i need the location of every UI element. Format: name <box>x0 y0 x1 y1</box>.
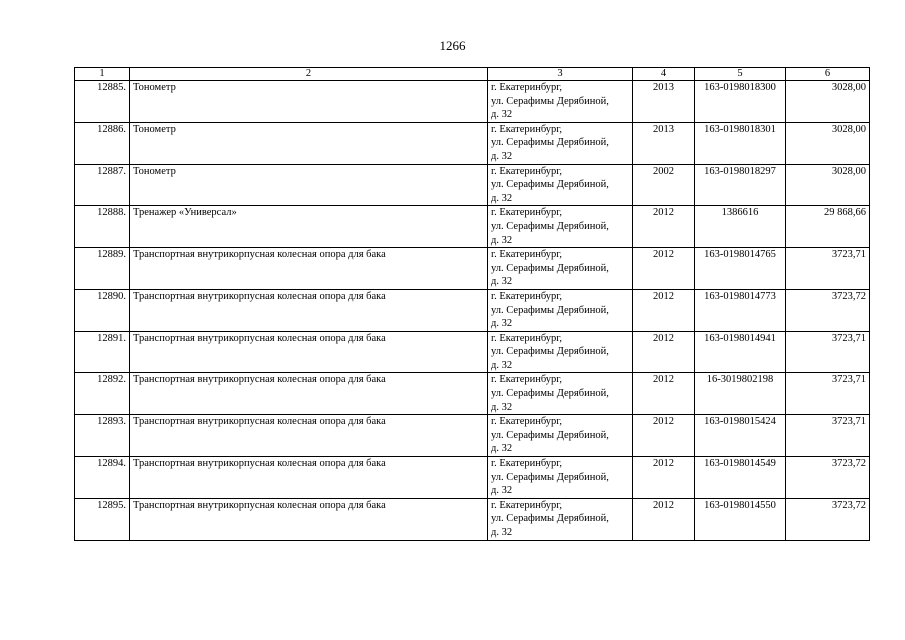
item-year: 2012 <box>633 457 695 499</box>
item-year: 2002 <box>633 164 695 206</box>
item-name: Транспортная внутрикорпусная колесная опора для бака <box>130 248 488 290</box>
row-number: 12886. <box>75 122 130 164</box>
item-year: 2012 <box>633 498 695 540</box>
item-name: Транспортная внутрикорпусная колесная опора для бака <box>130 331 488 373</box>
address-city: г. Екатеринбург, <box>491 332 563 344</box>
row-number: 12892. <box>75 373 130 415</box>
item-cost: 3723,72 <box>786 498 870 540</box>
item-name: Тренажер «Универсал» <box>130 206 488 248</box>
address-building: д. 32 <box>491 359 513 371</box>
address-city: г. Екатеринбург, <box>491 82 563 93</box>
address-building: д. 32 <box>491 150 513 162</box>
inventory-number: 1386616 <box>695 206 786 248</box>
address-city: г. Екатеринбург, <box>491 207 563 219</box>
row-number: 12889. <box>75 248 130 290</box>
table-row <box>75 331 870 373</box>
header-row <box>75 68 870 81</box>
address-city: г. Екатеринбург, <box>491 123 563 135</box>
table-row <box>75 248 870 290</box>
table-row <box>75 498 870 540</box>
item-name: Транспортная внутрикорпусная колесная опора для бака <box>130 289 488 331</box>
table-header <box>75 68 870 81</box>
address-building: д. 32 <box>491 401 513 413</box>
item-cost: 29 868,66 <box>786 206 870 248</box>
table-row <box>75 289 870 331</box>
item-address <box>488 164 633 206</box>
item-name: Транспортная внутрикорпусная колесная опора для бака <box>130 498 488 540</box>
item-address <box>488 122 633 164</box>
item-name: Транспортная внутрикорпусная колесная опора для бака <box>130 415 488 457</box>
address-street: ул. Серафимы Дерябиной, <box>491 304 609 316</box>
inventory-number: 163-0198018301 <box>695 122 786 164</box>
row-number: 12890. <box>75 289 130 331</box>
address-building: д. 32 <box>491 109 513 121</box>
address-street: ул. Серафимы Дерябиной, <box>491 429 609 441</box>
item-year: 2013 <box>633 81 695 123</box>
item-address <box>488 289 633 331</box>
address-street: ул. Серафимы Дерябиной, <box>491 179 609 191</box>
address-building: д. 32 <box>491 443 513 455</box>
inventory-number: 163-0198014550 <box>695 498 786 540</box>
item-name: Транспортная внутрикорпусная колесная опора для бака <box>130 457 488 499</box>
inventory-number: 163-0198014765 <box>695 248 786 290</box>
item-year: 2012 <box>633 289 695 331</box>
address-building: д. 32 <box>491 234 513 246</box>
item-cost: 3028,00 <box>786 81 870 123</box>
item-name: Транспортная внутрикорпусная колесная опора для бака <box>130 373 488 415</box>
inventory-number: 163-0198014941 <box>695 331 786 373</box>
table-row <box>75 81 870 123</box>
table-row <box>75 206 870 248</box>
item-cost: 3723,72 <box>786 289 870 331</box>
address-building: д. 32 <box>491 485 513 497</box>
header-col-5: 5 <box>695 68 786 81</box>
item-year: 2012 <box>633 331 695 373</box>
table-row <box>75 373 870 415</box>
inventory-number: 163-0198015424 <box>695 415 786 457</box>
item-cost: 3723,71 <box>786 373 870 415</box>
inventory-number: 163-0198014773 <box>695 289 786 331</box>
inventory-number: 163-0198018297 <box>695 164 786 206</box>
item-name: Тонометр <box>130 122 488 164</box>
row-number: 12885. <box>75 81 130 123</box>
address-street: ул. Серафимы Дерябиной, <box>491 220 609 232</box>
table-row <box>75 457 870 499</box>
item-year: 2012 <box>633 206 695 248</box>
address-street: ул. Серафимы Дерябиной, <box>491 95 609 107</box>
row-number: 12888. <box>75 206 130 248</box>
row-number: 12887. <box>75 164 130 206</box>
header-col-3: 3 <box>488 68 633 81</box>
address-city: г. Екатеринбург, <box>491 416 563 428</box>
item-cost: 3723,71 <box>786 248 870 290</box>
address-building: д. 32 <box>491 192 513 204</box>
address-city: г. Екатеринбург, <box>491 374 563 386</box>
address-building: д. 32 <box>491 527 513 538</box>
header-col-6: 6 <box>786 68 870 81</box>
item-cost: 3028,00 <box>786 164 870 206</box>
address-city: г. Екатеринбург, <box>491 249 563 261</box>
page-number: 1266 <box>439 38 466 53</box>
row-number: 12893. <box>75 415 130 457</box>
item-address <box>488 498 633 540</box>
address-street: ул. Серафимы Дерябиной, <box>491 346 609 358</box>
address-city: г. Екатеринбург, <box>491 499 563 511</box>
table-row <box>75 122 870 164</box>
address-street: ул. Серафимы Дерябиной, <box>491 388 609 400</box>
address-street: ул. Серафимы Дерябиной, <box>491 513 609 525</box>
item-name: Тонометр <box>130 81 488 123</box>
item-year: 2012 <box>633 415 695 457</box>
header-col-4: 4 <box>633 68 695 81</box>
inventory-number: 16-3019802198 <box>695 373 786 415</box>
address-street: ул. Серафимы Дерябиной, <box>491 262 609 274</box>
item-cost: 3723,71 <box>786 415 870 457</box>
item-name: Тонометр <box>130 164 488 206</box>
table-row <box>75 415 870 457</box>
row-number: 12891. <box>75 331 130 373</box>
address-street: ул. Серафимы Дерябиной, <box>491 137 609 149</box>
property-table <box>74 67 870 541</box>
item-cost: 3723,72 <box>786 457 870 499</box>
item-address <box>488 248 633 290</box>
row-number: 12895. <box>75 498 130 540</box>
address-building: д. 32 <box>491 318 513 330</box>
item-year: 2012 <box>633 248 695 290</box>
item-year: 2013 <box>633 122 695 164</box>
header-col-1: 1 <box>75 68 130 81</box>
item-address <box>488 415 633 457</box>
item-cost: 3723,71 <box>786 331 870 373</box>
table-row <box>75 164 870 206</box>
address-city: г. Екатеринбург, <box>491 290 563 302</box>
header-col-2: 2 <box>130 68 488 81</box>
item-address <box>488 373 633 415</box>
item-address <box>488 457 633 499</box>
item-address <box>488 206 633 248</box>
table-body <box>75 81 870 541</box>
item-cost: 3028,00 <box>786 122 870 164</box>
address-building: д. 32 <box>491 276 513 288</box>
address-city: г. Екатеринбург, <box>491 165 563 177</box>
address-city: г. Екатеринбург, <box>491 458 563 470</box>
item-address <box>488 331 633 373</box>
item-address <box>488 81 633 123</box>
inventory-number: 163-0198014549 <box>695 457 786 499</box>
address-street: ул. Серафимы Дерябиной, <box>491 471 609 483</box>
row-number: 12894. <box>75 457 130 499</box>
inventory-number: 163-0198018300 <box>695 81 786 123</box>
item-year: 2012 <box>633 373 695 415</box>
